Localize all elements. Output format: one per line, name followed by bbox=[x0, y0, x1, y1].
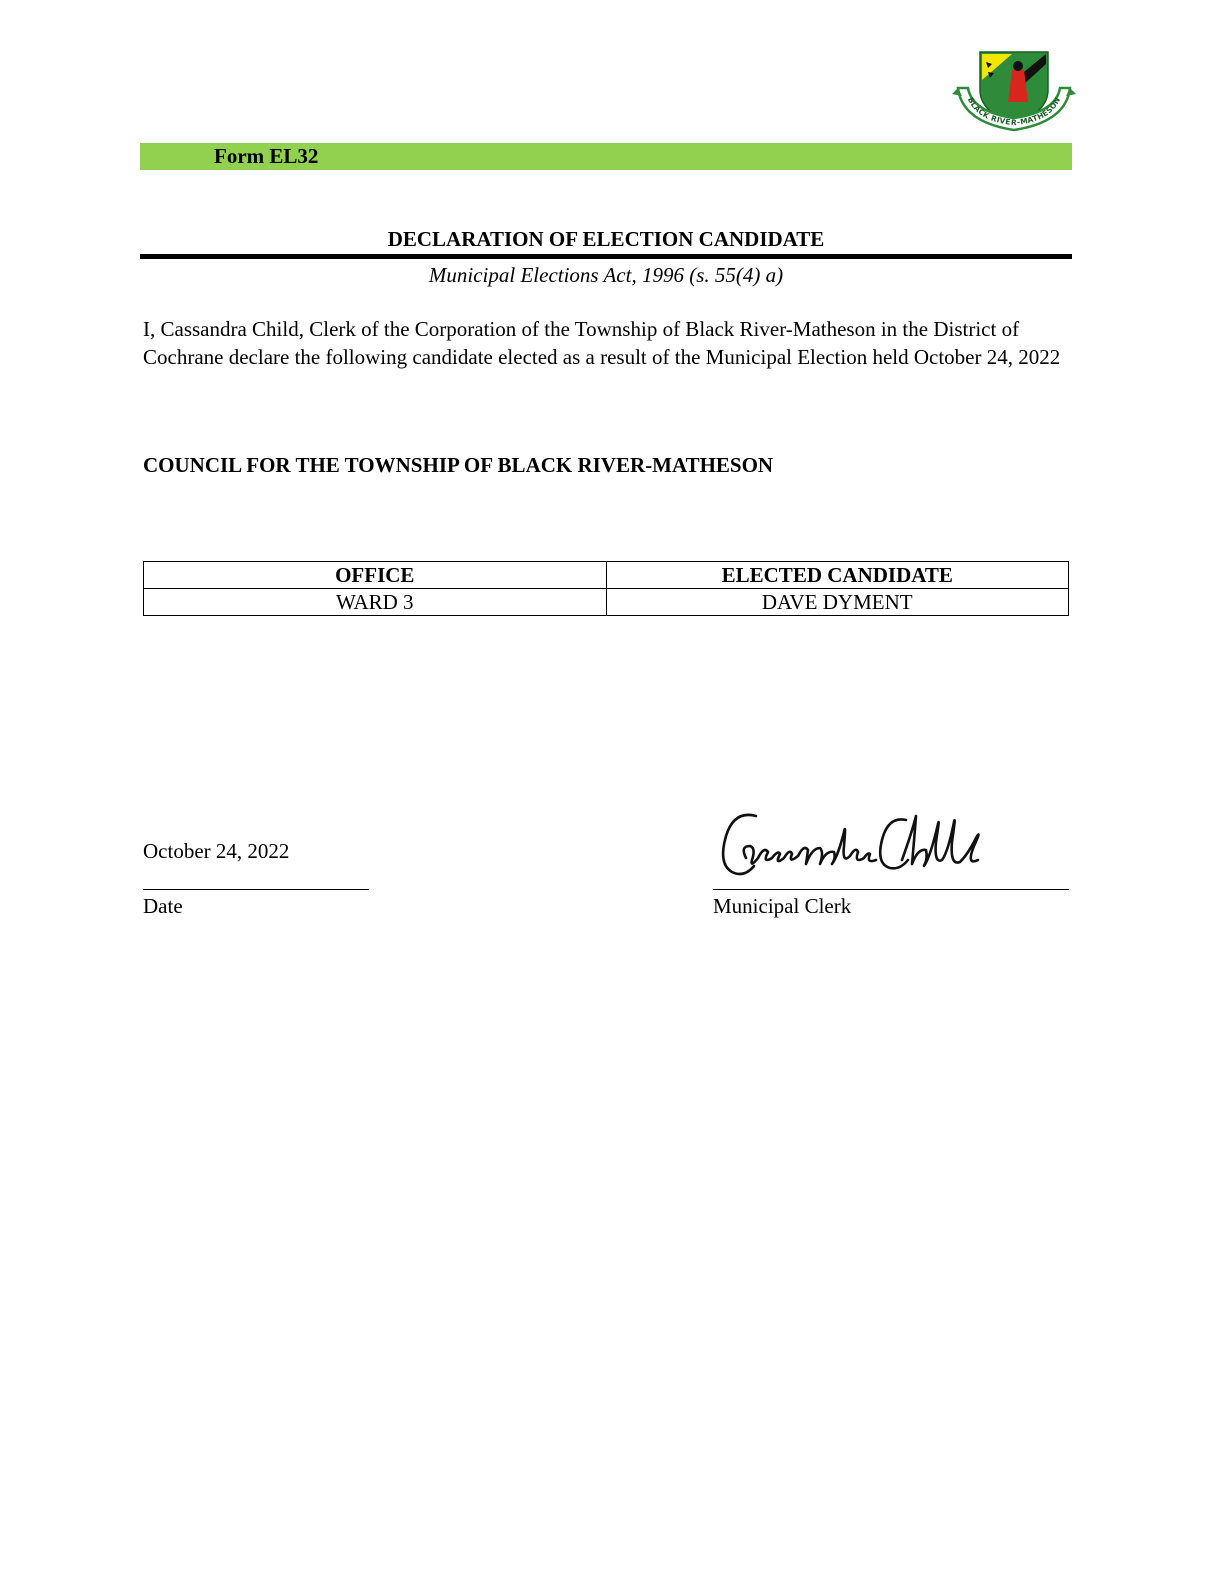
council-heading: COUNCIL FOR THE TOWNSHIP OF BLACK RIVER-MATHESON bbox=[143, 453, 774, 477]
svg-text:BLACK RIVER-MATHESON: BLACK RIVER-MATHESON bbox=[965, 95, 1063, 128]
declaration-paragraph: I, Cassandra Child, Clerk of the Corporation of the Township of Black River-Matheson in the District of Cochrane declare the following candidate elected as a result of the Municipal Election held October 24, 2022 bbox=[143, 317, 1061, 369]
title-divider bbox=[140, 254, 1072, 259]
township-crest-logo bbox=[952, 50, 1076, 132]
document-title: DECLARATION OF ELECTION CANDIDATE bbox=[387, 227, 825, 251]
municipal-clerk-label: Municipal Clerk bbox=[713, 894, 852, 918]
clerk-signature bbox=[716, 802, 988, 886]
date-signature-line bbox=[143, 889, 369, 890]
svg-text:Cassandra Child: Cassandra Child bbox=[716, 802, 723, 803]
form-number: Form EL32 bbox=[214, 144, 319, 168]
office-cell: WARD 3 bbox=[144, 589, 607, 616]
clerk-signature-line bbox=[713, 889, 1069, 890]
table-row bbox=[144, 589, 1069, 616]
signing-date: October 24, 2022 bbox=[143, 839, 290, 863]
act-reference: Municipal Elections Act, 1996 (s. 55(4) a) bbox=[428, 263, 784, 287]
date-label: Date bbox=[143, 894, 183, 918]
column-header-office: OFFICE bbox=[144, 562, 607, 589]
table-header-row bbox=[144, 562, 1069, 589]
column-header-elected-candidate: ELECTED CANDIDATE bbox=[606, 562, 1069, 589]
form-number-bar bbox=[140, 143, 1072, 170]
elected-candidate-cell: DAVE DYMENT bbox=[606, 589, 1069, 616]
election-result-table bbox=[143, 561, 1069, 616]
